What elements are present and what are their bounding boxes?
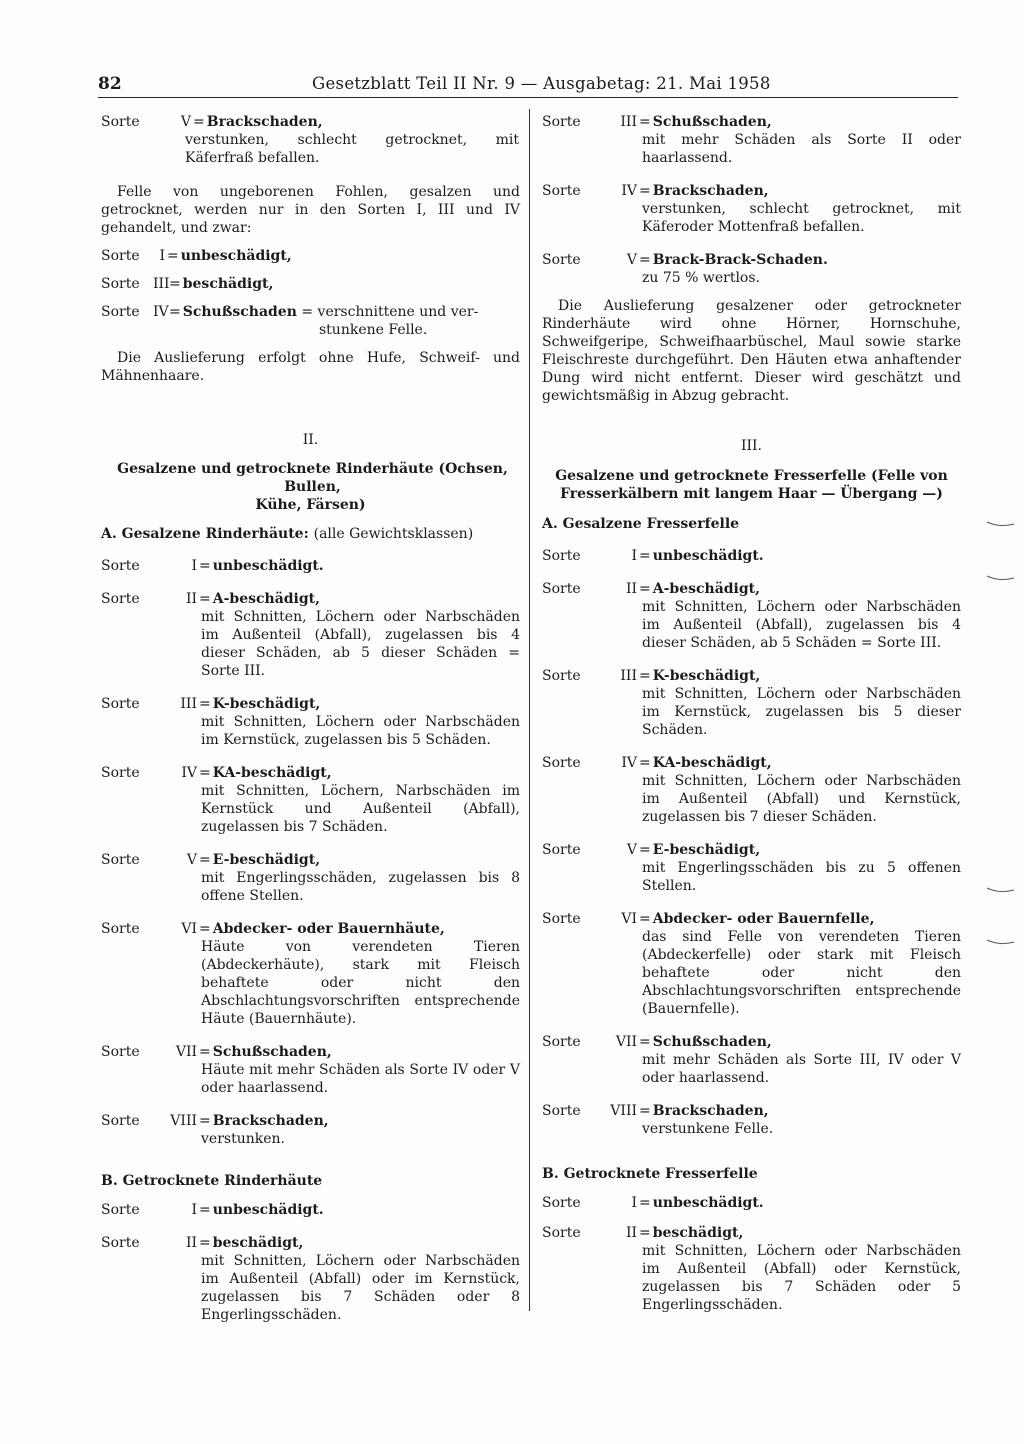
left-column [101, 113, 520, 1324]
sorte-number: IV [621, 755, 637, 771]
header-rule [98, 97, 958, 98]
equals-sign: = [639, 581, 651, 597]
sorte-number: VIII [170, 1113, 197, 1129]
subsection-heading: A. Gesalzene Fresserfelle [542, 516, 740, 532]
sorte-label: Sorte [542, 581, 581, 597]
sorte-number: VII [175, 1044, 197, 1060]
grade-label: A-beschädigt, [212, 591, 320, 607]
sorte-number: V [186, 852, 197, 868]
grade-detail: verstunken, schlecht getrocknet, mit Käferfraß befallen. [185, 132, 519, 166]
grade-list-a [542, 547, 961, 1138]
grade-list-b [101, 1201, 520, 1324]
sorte-number: II [185, 591, 197, 607]
equals-sign: = [199, 591, 211, 607]
equals-sign: = [199, 696, 211, 712]
grade-label: unbeschädigt. [212, 1202, 324, 1218]
equals-sign: = [639, 1103, 651, 1119]
equals-sign: = [639, 1225, 651, 1241]
equals-sign: = [199, 852, 211, 868]
sorte-entry [542, 1033, 961, 1087]
sorte-number: IV [621, 183, 637, 199]
equals-sign: = [639, 1034, 651, 1050]
section-number: III. [740, 438, 763, 454]
sorte-entry [101, 247, 520, 265]
grade-label: Schußschaden [182, 304, 297, 320]
sorte-entry [542, 251, 961, 287]
sorte-entry [542, 910, 961, 1018]
equals-sign: = [639, 755, 651, 771]
grade-label: Brackschaden, [652, 1103, 769, 1119]
grade-label: E-beschädigt, [652, 842, 761, 858]
sorte-entry [542, 1194, 961, 1212]
sorte-number: IV [181, 765, 197, 781]
pencil-mark [986, 574, 1016, 582]
sorte-label: Sorte [542, 755, 581, 771]
section-heading: Gesalzene und getrocknete Rinderhäute (Ochsen, Bullen, [117, 461, 508, 495]
sorte-label: Sorte [542, 114, 581, 130]
sorte-number: VI [181, 921, 197, 937]
grade-label: unbeschädigt. [652, 548, 764, 564]
equals-sign: = [167, 248, 179, 264]
sorte-label: Sorte [542, 183, 581, 199]
column-divider [529, 109, 530, 1311]
equals-sign: = [199, 1235, 211, 1251]
equals-sign: = [639, 1195, 651, 1211]
sorte-label: Sorte [542, 1225, 581, 1241]
grade-detail: mit Schnitten, Löchern oder Narbschäden im Außenteil (Abfall) oder Kernstück, zugelassen bis 7 Schäden oder 5 Engerlingsschäden. [642, 1243, 961, 1313]
grade-label: Abdecker- oder Bauernhäute, [212, 921, 445, 937]
section-heading: Fresserkälbern mit langem Haar — Übergang —) [560, 486, 943, 502]
pencil-mark [986, 520, 1016, 528]
sorte-number: III [180, 696, 197, 712]
equals-sign: = [169, 304, 181, 320]
grade-label: unbeschädigt, [180, 248, 292, 264]
auslieferung-paragraph: Die Auslieferung erfolgt ohne Hufe, Schweif- und Mähnenhaare. [101, 350, 520, 384]
sorte-entry [542, 667, 961, 739]
grade-detail: mit Engerlingsschäden, zugelassen bis 8 offene Stellen. [201, 870, 520, 904]
sorte-number: III [620, 114, 637, 130]
sorte-label: Sorte [542, 548, 581, 564]
equals-sign: = [639, 668, 651, 684]
sorte-label: Sorte [101, 304, 140, 320]
sorte-label: Sorte [101, 1113, 140, 1129]
sorte-number: IV [153, 304, 169, 320]
sorte-number: II [185, 1235, 197, 1251]
section-heading: Kühe, Färsen) [255, 497, 366, 513]
sorte-entry [542, 547, 961, 565]
sorte-entry [101, 764, 520, 836]
pencil-mark [986, 886, 1016, 894]
sorte-label: Sorte [542, 252, 581, 268]
section-heading: Gesalzene und getrocknete Fresserfelle (Felle von [555, 468, 948, 484]
sorte-label: Sorte [101, 1202, 140, 1218]
grade-detail: mit Schnitten, Löchern oder Narbschäden im Außenteil (Abfall) oder im Kernstück, zugelassen bis 7 Schäden oder 8 Engerlingsschäden. [201, 1253, 520, 1323]
grade-detail: das sind Felle von verendeten Tieren (Abdeckerfelle) oder stark mit Fleisch behaftete oder nicht den Abschlachtungsvorschriften entsprechende (Bauernfelle). [642, 929, 961, 1017]
grade-label: unbeschädigt. [212, 558, 324, 574]
sorte-entry [542, 841, 961, 895]
equals-sign: = [639, 548, 651, 564]
sorte-number: III [153, 276, 170, 292]
fohlen-paragraph: Felle von ungeborenen Fohlen, gesalzen und getrocknet, werden nur in den Sorten I, III und IV gehandelt, und zwar: [101, 184, 520, 236]
subsection-title: A. Gesalzene Rinderhäute: [101, 526, 309, 542]
grade-label: E-beschädigt, [212, 852, 321, 868]
grade-label: Brackschaden, [652, 183, 769, 199]
sorte-number: V [626, 842, 637, 858]
grade-label: KA-beschädigt, [212, 765, 332, 781]
sorte-label: Sorte [101, 921, 140, 937]
equals-sign: = [296, 304, 318, 320]
sorte-entry [101, 590, 520, 680]
sorte-label: Sorte [101, 276, 140, 292]
grade-label: K-beschädigt, [652, 668, 761, 684]
page-header [98, 71, 958, 99]
grade-detail: Häute von verendeten Tieren (Abdeckerhäute), stark mit Fleisch behaftete oder nicht den Abschlachtungsvorschriften entsprechende Häute (Bauernhäute). [201, 939, 520, 1027]
sorte-label: Sorte [101, 852, 140, 868]
grade-detail: mit Schnitten, Löchern oder Narbschäden im Außenteil (Abfall), zugelassen bis 4 dieser Schäden, ab 5 Schäden = Sorte III. [642, 599, 961, 651]
equals-sign: = [639, 183, 651, 199]
grade-list-a [101, 557, 520, 1148]
grade-detail: mit Schnitten, Löchern oder Narbschäden im Kernstück, zugelassen bis 5 dieser Schäden. [642, 686, 961, 738]
sorte-label: Sorte [542, 911, 581, 927]
pencil-mark [986, 938, 1016, 946]
sorte-number: I [191, 558, 197, 574]
grade-detail: stunkene Felle. [319, 322, 428, 338]
sorte-number: III [620, 668, 637, 684]
sorte-label: Sorte [101, 248, 140, 264]
sorte-number: I [191, 1202, 197, 1218]
sorte-number: VII [615, 1034, 637, 1050]
grade-detail: verstunkene Felle. [642, 1121, 774, 1137]
sorte-entry [542, 113, 961, 167]
sorte-number: VIII [610, 1103, 637, 1119]
page-number: 82 [98, 74, 122, 94]
equals-sign: = [199, 1113, 211, 1129]
subsection-heading: B. Getrocknete Rinderhäute [101, 1173, 323, 1189]
sorte-label: Sorte [101, 1044, 140, 1060]
sorte-entry [101, 695, 520, 749]
sorte-label: Sorte [542, 1103, 581, 1119]
sorte-number: I [159, 248, 165, 264]
equals-sign: = [193, 114, 205, 130]
sorte-entry [101, 275, 520, 293]
sorte-entry [101, 1112, 520, 1148]
grade-detail: mit mehr Schäden als Sorte II oder haarlassend. [642, 132, 961, 166]
sorte-label: Sorte [542, 668, 581, 684]
sorte-entry [101, 557, 520, 575]
grade-detail: mit Schnitten, Löchern, Narbschäden im Kernstück und Außenteil (Abfall), zugelassen bis 7 Schäden. [201, 783, 520, 835]
equals-sign: = [639, 911, 651, 927]
grade-label: beschädigt, [652, 1225, 744, 1241]
sorte-entry [101, 920, 520, 1028]
grade-detail: mit Engerlingsschäden bis zu 5 offenen Stellen. [642, 860, 961, 894]
sorte-entry [101, 303, 520, 339]
sorte-label: Sorte [101, 765, 140, 781]
grade-label: K-beschädigt, [212, 696, 321, 712]
sorte-label: Sorte [542, 1034, 581, 1050]
grade-label: Brackschaden, [206, 114, 323, 130]
equals-sign: = [199, 558, 211, 574]
grade-label: beschädigt, [182, 276, 274, 292]
subsection-heading [101, 525, 520, 543]
grade-label: unbeschädigt. [652, 1195, 764, 1211]
equals-sign: = [199, 921, 211, 937]
sorte-label: Sorte [101, 114, 140, 130]
equals-sign: = [199, 1044, 211, 1060]
grade-detail: Häute mit mehr Schäden als Sorte IV oder V oder haarlassend. [201, 1062, 520, 1096]
header-title: Gesetzblatt Teil II Nr. 9 — Ausgabetag: 21. Mai 1958 [312, 74, 771, 93]
grade-detail: verstunken, schlecht getrocknet, mit Käferoder Mottenfraß befallen. [642, 201, 961, 235]
grade-label: Abdecker- oder Bauernfelle, [652, 911, 875, 927]
sorte-label: Sorte [101, 558, 140, 574]
sorte-number: VI [621, 911, 637, 927]
grade-label: Schußschaden, [652, 114, 772, 130]
subsection-note: (alle Gewichtsklassen) [313, 526, 474, 542]
grade-list-b [542, 1194, 961, 1314]
sorte-entry [101, 113, 520, 167]
sorte-entry [542, 182, 961, 236]
sorte-entry [542, 754, 961, 826]
equals-sign: = [639, 114, 651, 130]
sorte-number: II [625, 581, 637, 597]
equals-sign: = [199, 1202, 211, 1218]
sorte-entry [542, 580, 961, 652]
sorte-number: II [625, 1225, 637, 1241]
sorte-entry [101, 1234, 520, 1324]
equals-sign: = [169, 276, 181, 292]
sorte-label: Sorte [101, 591, 140, 607]
sorte-entry [101, 1201, 520, 1219]
sorte-entry [101, 851, 520, 905]
sorte-number: I [631, 1195, 637, 1211]
sorte-label: Sorte [542, 1195, 581, 1211]
grade-detail: mit Schnitten, Löchern oder Narbschäden im Außenteil (Abfall), zugelassen bis 4 dieser Schäden, ab 5 dieser Schäden = Sorte III. [201, 609, 520, 679]
grade-label: Brackschaden, [212, 1113, 329, 1129]
grade-detail: mit mehr Schäden als Sorte III, IV oder V oder haarlassend. [642, 1052, 961, 1086]
grade-detail: zu 75 % wertlos. [642, 270, 760, 286]
sorte-number: V [626, 252, 637, 268]
grade-detail: verschnittene und ver- [317, 304, 479, 320]
sorte-number: V [180, 114, 191, 130]
grade-label: beschädigt, [212, 1235, 304, 1251]
sorte-number: I [631, 548, 637, 564]
grade-label: KA-beschädigt, [652, 755, 772, 771]
grade-label: Brack-Brack-Schaden. [652, 252, 828, 268]
grade-label: A-beschädigt, [652, 581, 760, 597]
sorte-entry [542, 1224, 961, 1314]
grade-label: Schußschaden, [212, 1044, 332, 1060]
subsection-heading: B. Getrocknete Fresserfelle [542, 1166, 758, 1182]
sorte-label: Sorte [101, 1235, 140, 1251]
sorte-label: Sorte [101, 696, 140, 712]
equals-sign: = [199, 765, 211, 781]
sorte-label: Sorte [542, 842, 581, 858]
equals-sign: = [639, 252, 651, 268]
grade-detail: mit Schnitten, Löchern oder Narbschäden im Kernstück, zugelassen bis 5 Schäden. [201, 714, 520, 748]
auslieferung-paragraph: Die Auslieferung gesalzener oder getrockneter Rinderhäute wird ohne Hörner, Hornschuhe, Schweifgeripe, Schweifhaarbüschel, Maul sowie starke Fleischreste durchgeführt. Den Häuten etwa anhaftender Dung wird nicht entfernt. Dieser wird geschätzt und gewichtsmäßig in Abzug gebracht. [542, 298, 961, 404]
sorte-entry [542, 1102, 961, 1138]
right-column [542, 113, 961, 1314]
grade-detail: mit Schnitten, Löchern oder Narbschäden im Außenteil (Abfall) und Kernstück, zugelassen bis 7 dieser Schäden. [642, 773, 961, 825]
section-number: II. [302, 432, 319, 448]
grade-detail: verstunken. [201, 1131, 285, 1147]
sorte-entry [101, 1043, 520, 1097]
grade-label: Schußschaden, [652, 1034, 772, 1050]
equals-sign: = [639, 842, 651, 858]
